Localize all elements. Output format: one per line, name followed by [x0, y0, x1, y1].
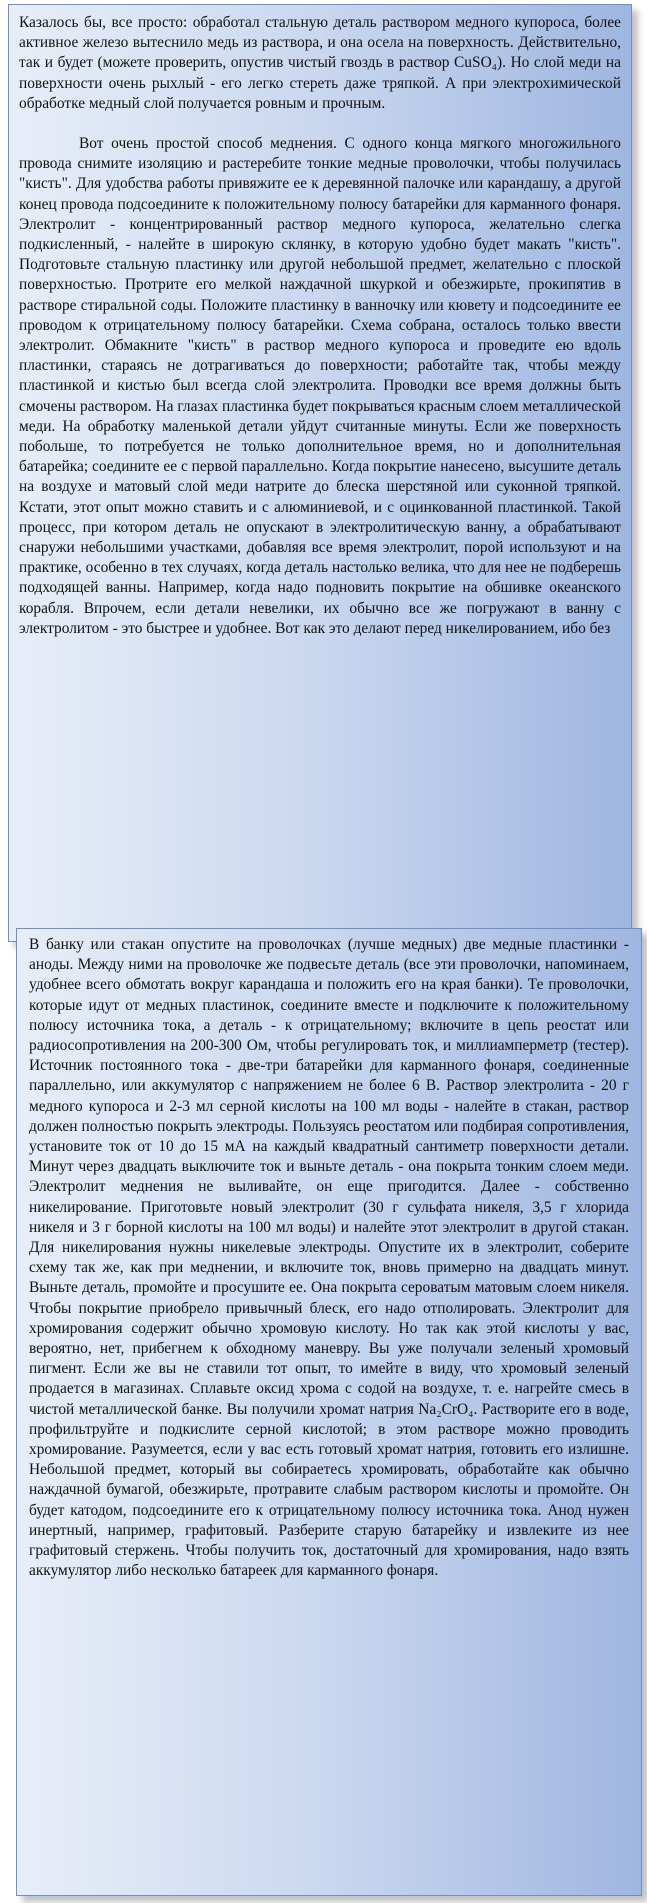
paragraph-copper-method: Вот очень простой способ меднения. С одного конца мягкого многожильного провода снимите изоляцию и растеребите тонкие медные проволочки, чтобы получилась "кисть". Для удобства работы привяжите ее к деревянной палочке или карандашу, а другой конец провода подсоедините к положительному полюсу батарейки для карманного фонаря. Электролит - концентрированный раствор медного купороса, желательно слегка подкисленный, - налейте в широкую склянку, в которую удобно будет макать "кисть". Подготовьте стальную пластинку или другой небольшой предмет, желательно с плоской поверхностью. Протрите его мелкой наждачной шкуркой и обезжирьте, прокипятив в растворе стиральной соды. Положите пластинку в ванночку или кювету и подсоедините ее проводом к отрицательному полюсу батарейки. Схема собрана, осталось только ввести электролит. Обмакните "кисть" в раствор медного купороса и проведите ею вдоль пластинки, стараясь не дотрагиваться до поверхности; работайте так, чтобы между пластинкой и кистью был всегда слой электролита. Проводки все время должны быть смочены раствором. На глазах пластинка будет покрываться красным слоем металлической меди. На обработку маленькой детали уйдут считанные минуты. Если же поверхность побольше, то потребуется не только дополнительное время, но и дополнительная батарейка; соедините ее с первой параллельно. Когда покрытие нанесено, высушите деталь на воздухе и матовый слой меди натрите до блеска шерстяной или суконной тряпкой. Кстати, этот опыт можно ставить и с алюминиевой, и с оцинкованной пластинкой. Такой процесс, при котором деталь не опускают в электролитическую ванну, а обрабатывают снаружи небольшими участками, добавляя все время электролит, порой используют и на практике, особенно в тех случаях, когда деталь настолько велика, что для нее не подберешь подходящей ванны. Например, когда надо подновить покрытие на обшивке океанского корабля. Впрочем, если детали невелики, их обычно все же погружают в ванну с электролитом - это быстрее и удобнее. Вот как это делают перед никелированием, ибо без — [19, 135, 621, 637]
text-box-nickel-chrome-plating — [16, 928, 642, 1896]
text-box-copper-plating — [8, 4, 632, 942]
paragraph-intro: Казалось бы, все просто: обработал стальную деталь раствором медного купороса, более активное железо вытеснило медь из раствора, и она осела на поверхность. Действительно, так и будет (можете проверить, опустив чистый гвоздь в раствор CuSO₄). Но слой меди на поверхности очень рыхлый - его легко стереть даже тряпкой. А при электрохимической обработке медный слой получается ровным и прочным. — [19, 14, 621, 112]
paragraph-nickel-chrome: В банку или стакан опустите на проволочках (лучше медных) две медные пластинки - аноды. Между ними на проволочке же подвесьте деталь (все эти проволочки, напоминаем, удобнее всего обмотать вокруг карандаша и положить его на края банки). Те проволочки, которые идут от медных пластинок, соедините вместе и подключите к положительному полюсу источника тока, а деталь - к отрицательному; включите в цепь реостат или радиосопротивления на 200-300 Ом, чтобы регулировать ток, и миллиамперметр (тестер). Источник постоянного тока - две-три батарейки для карманного фонаря, соединенные параллельно, или аккумулятор с напряжением не более 6 В. Раствор электролита - 20 г медного купороса и 2-3 мл серной кислоты на 100 мл воды - налейте в стакан, раствор должен полностью покрыть электроды. Пользуясь реостатом или подбирая сопротивления, установите ток от 10 до 15 мА на каждый квадратный сантиметр поверхности детали. Минут через двадцать выключите ток и выньте деталь - она покрыта тонким слоем меди. Электролит меднения не выливайте, он еще пригодится. Далее - собственно никелирование. Приготовьте новый электролит (30 г сульфата никеля, 3,5 г хлорида никеля и 3 г борной кислоты на 100 мл воды) и налейте этот электролит в другой стакан. Для никелирования нужны никелевые электроды. Опустите их в электролит, соберите схему так же, как при меднении, и включите ток, вновь примерно на двадцать минут. Выньте деталь, промойте и просушите ее. Она покрыта сероватым матовым слоем никеля. Чтобы покрытие приобрело привычный блеск, его надо отполировать. Электролит для хромирования содержит обычно хромовую кислоту. Но так как этой кислоты у вас, вероятно, нет, прибегнем к обходному маневру. Вы уже получали зеленый хромовый пигмент. Если же вы не ставили тот опыт, то имейте в виду, что хромовый зеленый продается в магазинах. Сплавьте оксид хрома с содой на воздухе, т. е. нагрейте смесь в чистой металлической банке. Вы получили хромат натрия Na₂CrO₄. Растворите его в воде, профильтруйте и подкислите серной кислотой; в этом растворе можно проводить хромирование. Разумеется, если у вас есть готовый хромат натрия, готовить его излишне. Небольшой предмет, который вы собираетесь хромировать, обработайте как обычно наждачной бумагой, обезжирьте, протравите слабым раствором кислоты и промойте. Он будет катодом, подсоедините его к отрицательному полюсу источника тока. Анод нужен инертный, например, графитовый. Разберите старую батарейку и извлеките из нее графитовый стержень. Чтобы получить ток, достаточный для хромирования, надо взять аккумулятор либо несколько батареек для карманного фонаря. — [29, 936, 629, 1580]
